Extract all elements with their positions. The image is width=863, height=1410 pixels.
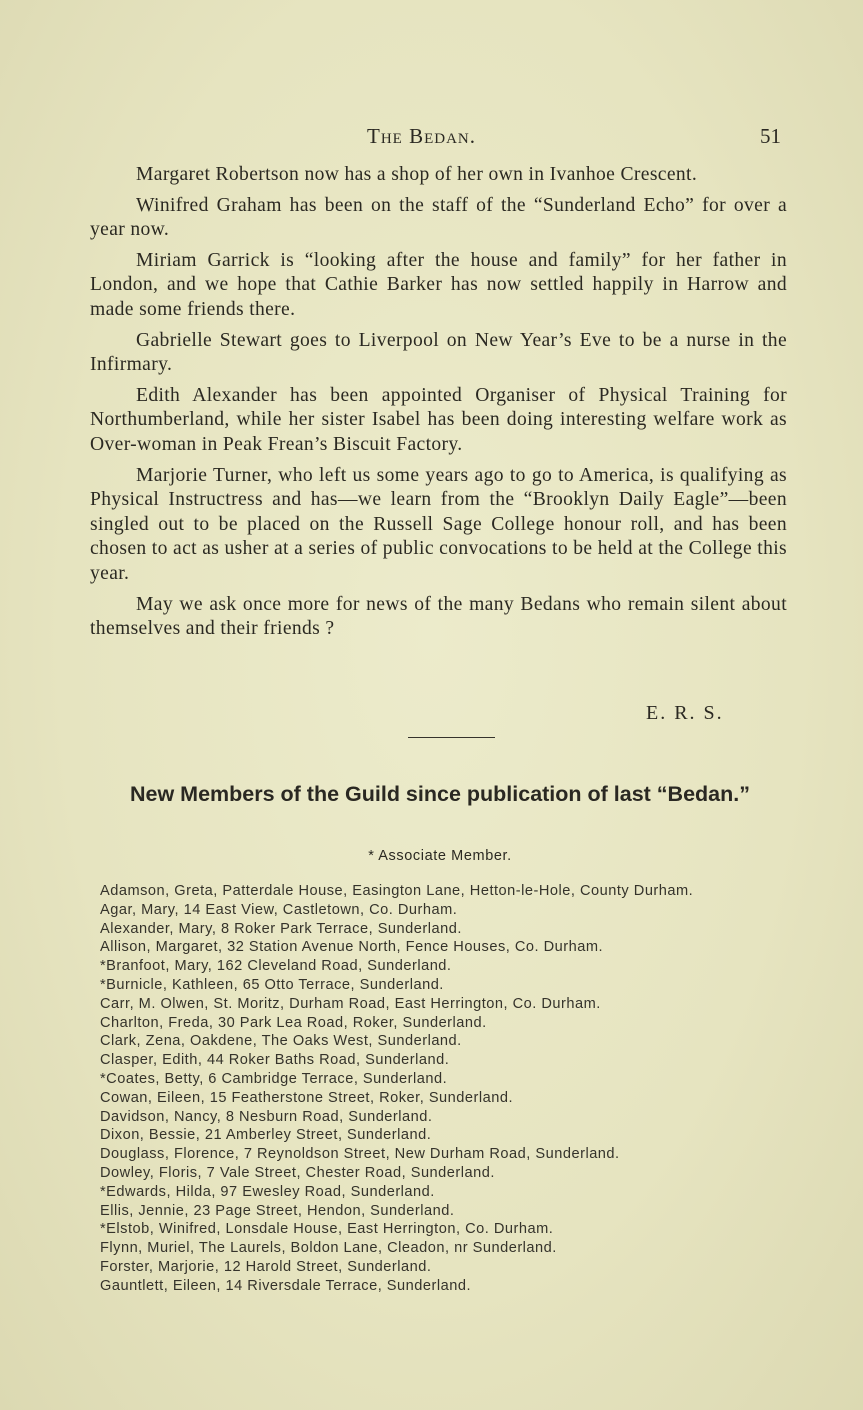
member-entry: Clasper, Edith, 44 Roker Baths Road, Sunderland. [100,1052,450,1069]
member-entry: Adamson, Greta, Patterdale House, Easington Lane, Hetton-le-Hole, County Durham. [100,883,694,899]
member-entry: Gauntlett, Eileen, 14 Riversdale Terrace, Sunderland. [100,1277,472,1294]
member-entry: Dixon, Bessie, 21 Amberley Street, Sunderland. [100,1127,432,1144]
paragraph: Edith Alexander has been appointed Organiser of Physical Training for Northumberland, while her sister Isabel has been doing interesting welfare work as Over-woman in Peak Frean’s Biscuit Factory. [90,384,787,455]
member-entry: Douglass, Florence, 7 Reynoldson Street, New Durham Road, Sunderland. [100,1146,620,1163]
paragraph: Margaret Robertson now has a shop of her own in Ivanhoe Crescent. [136,164,698,185]
member-entry: Flynn, Muriel, The Laurels, Boldon Lane, Cleadon, nr Sunderland. [100,1240,557,1257]
section-divider [408,737,495,738]
member-entry: *Branfoot, Mary, 162 Cleveland Road, Sunderland. [100,958,452,975]
associate-member-note: * Associate Member. [368,848,512,864]
news-article [90,163,787,648]
member-entry: Carr, M. Olwen, St. Moritz, Durham Road, East Herrington, Co. Durham. [100,995,601,1012]
paragraph: Gabrielle Stewart goes to Liverpool on New Year’s Eve to be a nurse in the Infirmary. [90,329,787,376]
author-initials: E. R. S. [646,702,724,724]
members-list [100,882,800,1296]
member-entry: *Coates, Betty, 6 Cambridge Terrace, Sunderland. [100,1070,448,1087]
paragraph: May we ask once more for news of the many Bedans who remain silent about themselves and their friends ? [90,593,787,640]
member-entry: Forster, Marjorie, 12 Harold Street, Sunderland. [100,1258,432,1275]
member-entry: Clark, Zena, Oakdene, The Oaks West, Sunderland. [100,1033,462,1050]
member-entry: *Edwards, Hilda, 97 Ewesley Road, Sunderland. [100,1183,435,1200]
paragraph: Miriam Garrick is “looking after the house and family” for her father in London, and we hope that Cathie Barker has now settled happily in Harrow and made some friends there. [90,249,787,320]
running-head [0,124,863,154]
member-entry: Agar, Mary, 14 East View, Castletown, Co. Durham. [100,901,458,918]
running-title: The Bedan. [367,124,476,148]
member-entry: *Elstob, Winifred, Lonsdale House, East Herrington, Co. Durham. [100,1221,554,1238]
member-entry: *Burnicle, Kathleen, 65 Otto Terrace, Sunderland. [100,976,444,993]
page-number: 51 [760,124,781,148]
paragraph: Winifred Graham has been on the staff of the “Sunderland Echo” for over a year now. [90,194,787,241]
member-entry: Allison, Margaret, 32 Station Avenue North, Fence Houses, Co. Durham. [100,939,604,956]
paragraph: Marjorie Turner, who left us some years ago to go to America, is qualifying as Physical Instructress and has—we learn from the “Brooklyn Daily Eagle”—been singled out to be placed on the Russell Sage College honour roll, and has been chosen to act as usher at a series of public convocations to be held at the College this year. [90,464,787,584]
members-heading: New Members of the Guild since publication of last “Bedan.” [129,782,750,806]
member-entry: Charlton, Freda, 30 Park Lea Road, Roker, Sunderland. [100,1014,487,1031]
member-entry: Cowan, Eileen, 15 Featherstone Street, Roker, Sunderland. [100,1089,514,1106]
member-entry: Dowley, Floris, 7 Vale Street, Chester Road, Sunderland. [100,1164,495,1181]
member-entry: Ellis, Jennie, 23 Page Street, Hendon, Sunderland. [100,1202,455,1219]
member-entry: Alexander, Mary, 8 Roker Park Terrace, Sunderland. [100,920,462,937]
member-entry: Davidson, Nancy, 8 Nesburn Road, Sunderland. [100,1108,433,1125]
